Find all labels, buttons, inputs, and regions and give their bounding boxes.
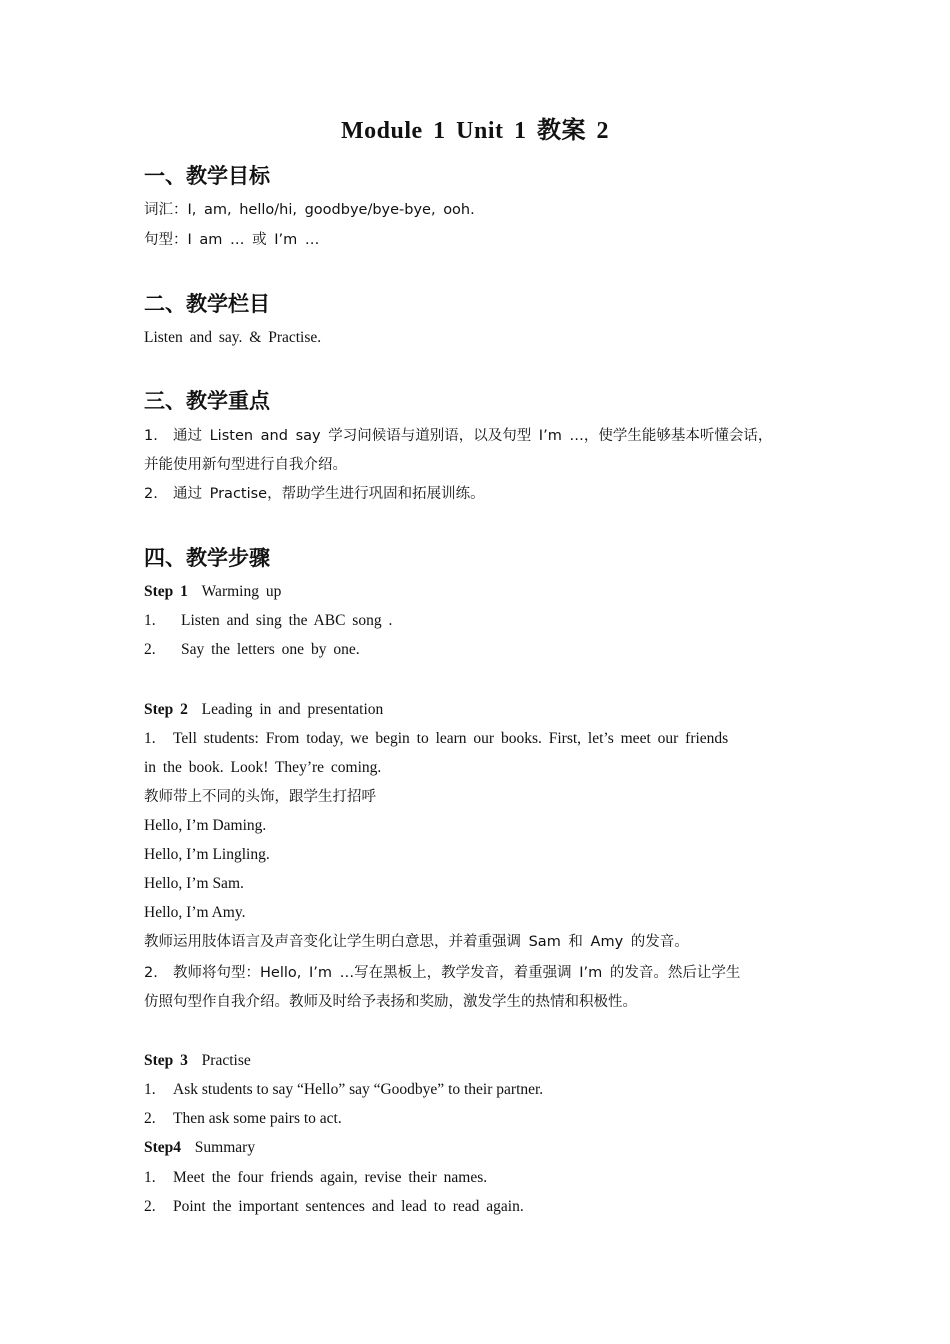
objectives-pattern: 句型：I am … 或 I’m …: [144, 232, 320, 248]
step1-header: [144, 581, 281, 603]
step2-item-2-number: 2.: [144, 965, 158, 981]
list-item: [144, 1196, 524, 1218]
step2-note-1: 教师带上不同的头饰，跟学生打招呼: [144, 789, 376, 805]
focus-item-2-number: 2.: [144, 486, 158, 502]
step2-item-1-line-1: Tell students: From today, we begin to learn our books. First, let’s meet our friends: [173, 730, 729, 747]
step2-item-2-line-2: 仿照句型作自我介绍。教师及时给予表扬和奖励，激发学生的热情和积极性。: [144, 994, 637, 1010]
step1-item-2-text: Say the letters one by one.: [181, 641, 360, 658]
steps-heading: 四、教学步骤: [144, 546, 270, 570]
focus-heading: 三、教学重点: [144, 389, 270, 413]
greeting-sam: Hello, I’m Sam.: [144, 875, 244, 892]
focus-item-1-line-2: 并能使用新句型进行自我介绍。: [144, 457, 347, 473]
step4-item-2-text: Point the important sentences and lead to read again.: [173, 1198, 524, 1215]
list-item: [144, 610, 392, 632]
step2-item-1: [144, 728, 728, 750]
greeting-daming: Hello, I’m Daming.: [144, 817, 267, 834]
step4-item-1-text: Meet the four friends again, revise their names.: [173, 1169, 488, 1186]
objectives-vocab: 词汇：I, am, hello/hi, goodbye/bye-bye, ooh.: [144, 202, 475, 218]
list-item: [144, 1079, 543, 1101]
step1-item-1-text: Listen and sing the ABC song .: [181, 612, 393, 629]
columns-heading: 二、教学栏目: [144, 292, 270, 316]
step4-item-1-number: 1.: [144, 1169, 156, 1186]
step2-item-1-line-2: in the book. Look! They’re coming.: [144, 759, 382, 776]
step4-label: Step4: [144, 1139, 182, 1156]
step4-title: Summary: [194, 1139, 256, 1156]
list-item: [144, 1167, 487, 1189]
step2-item-2: [144, 962, 740, 984]
step4-header: [144, 1137, 255, 1159]
focus-item-1-number: 1.: [144, 428, 158, 444]
step1-item-1-number: 1.: [144, 612, 156, 629]
step2-note-2: 教师运用肢体语言及声音变化让学生明白意思，并着重强调 Sam 和 Amy 的发音。: [144, 934, 689, 950]
step2-item-1-number: 1.: [144, 730, 156, 747]
step2-item-2-line-1: 教师将句型：Hello, I’m …写在黑板上，教学发音，着重强调 I’m 的发音。然后让学生: [173, 965, 741, 981]
columns-text: Listen and say. & Practise.: [144, 329, 322, 346]
list-item: [144, 639, 360, 661]
step3-item-2-text: Then ask some pairs to act.: [173, 1110, 342, 1127]
greeting-amy: Hello, I’m Amy.: [144, 904, 246, 921]
step2-label: Step 2: [144, 701, 188, 718]
step3-header: [144, 1050, 251, 1072]
step4-item-2-number: 2.: [144, 1198, 156, 1215]
step3-item-1-number: 1.: [144, 1081, 156, 1098]
step3-item-1-text: Ask students to say “Hello” say “Goodbye” to their partner.: [173, 1081, 544, 1098]
focus-item-2: [144, 483, 485, 505]
focus-item-2-text: 通过 Practise，帮助学生进行巩固和拓展训练。: [173, 486, 485, 502]
focus-item-1-line-1: 通过 Listen and say 学习问候语与道别语，以及句型 I’m …，使学生能够基本听懂会话，: [173, 428, 773, 444]
objectives-heading: 一、教学目标: [144, 164, 270, 188]
list-item: [144, 1108, 342, 1130]
step2-title: Leading in and presentation: [201, 701, 384, 718]
page-title: Module 1 Unit 1 教案 2: [340, 118, 609, 144]
greeting-lingling: Hello, I’m Lingling.: [144, 846, 270, 863]
step3-item-2-number: 2.: [144, 1110, 156, 1127]
step2-header: [144, 699, 383, 721]
step1-item-2-number: 2.: [144, 641, 156, 658]
focus-item-1: [144, 425, 772, 447]
step1-label: Step 1: [144, 583, 188, 600]
step1-title: Warming up: [201, 583, 282, 600]
step3-title: Practise: [201, 1052, 251, 1069]
step3-label: Step 3: [144, 1052, 188, 1069]
